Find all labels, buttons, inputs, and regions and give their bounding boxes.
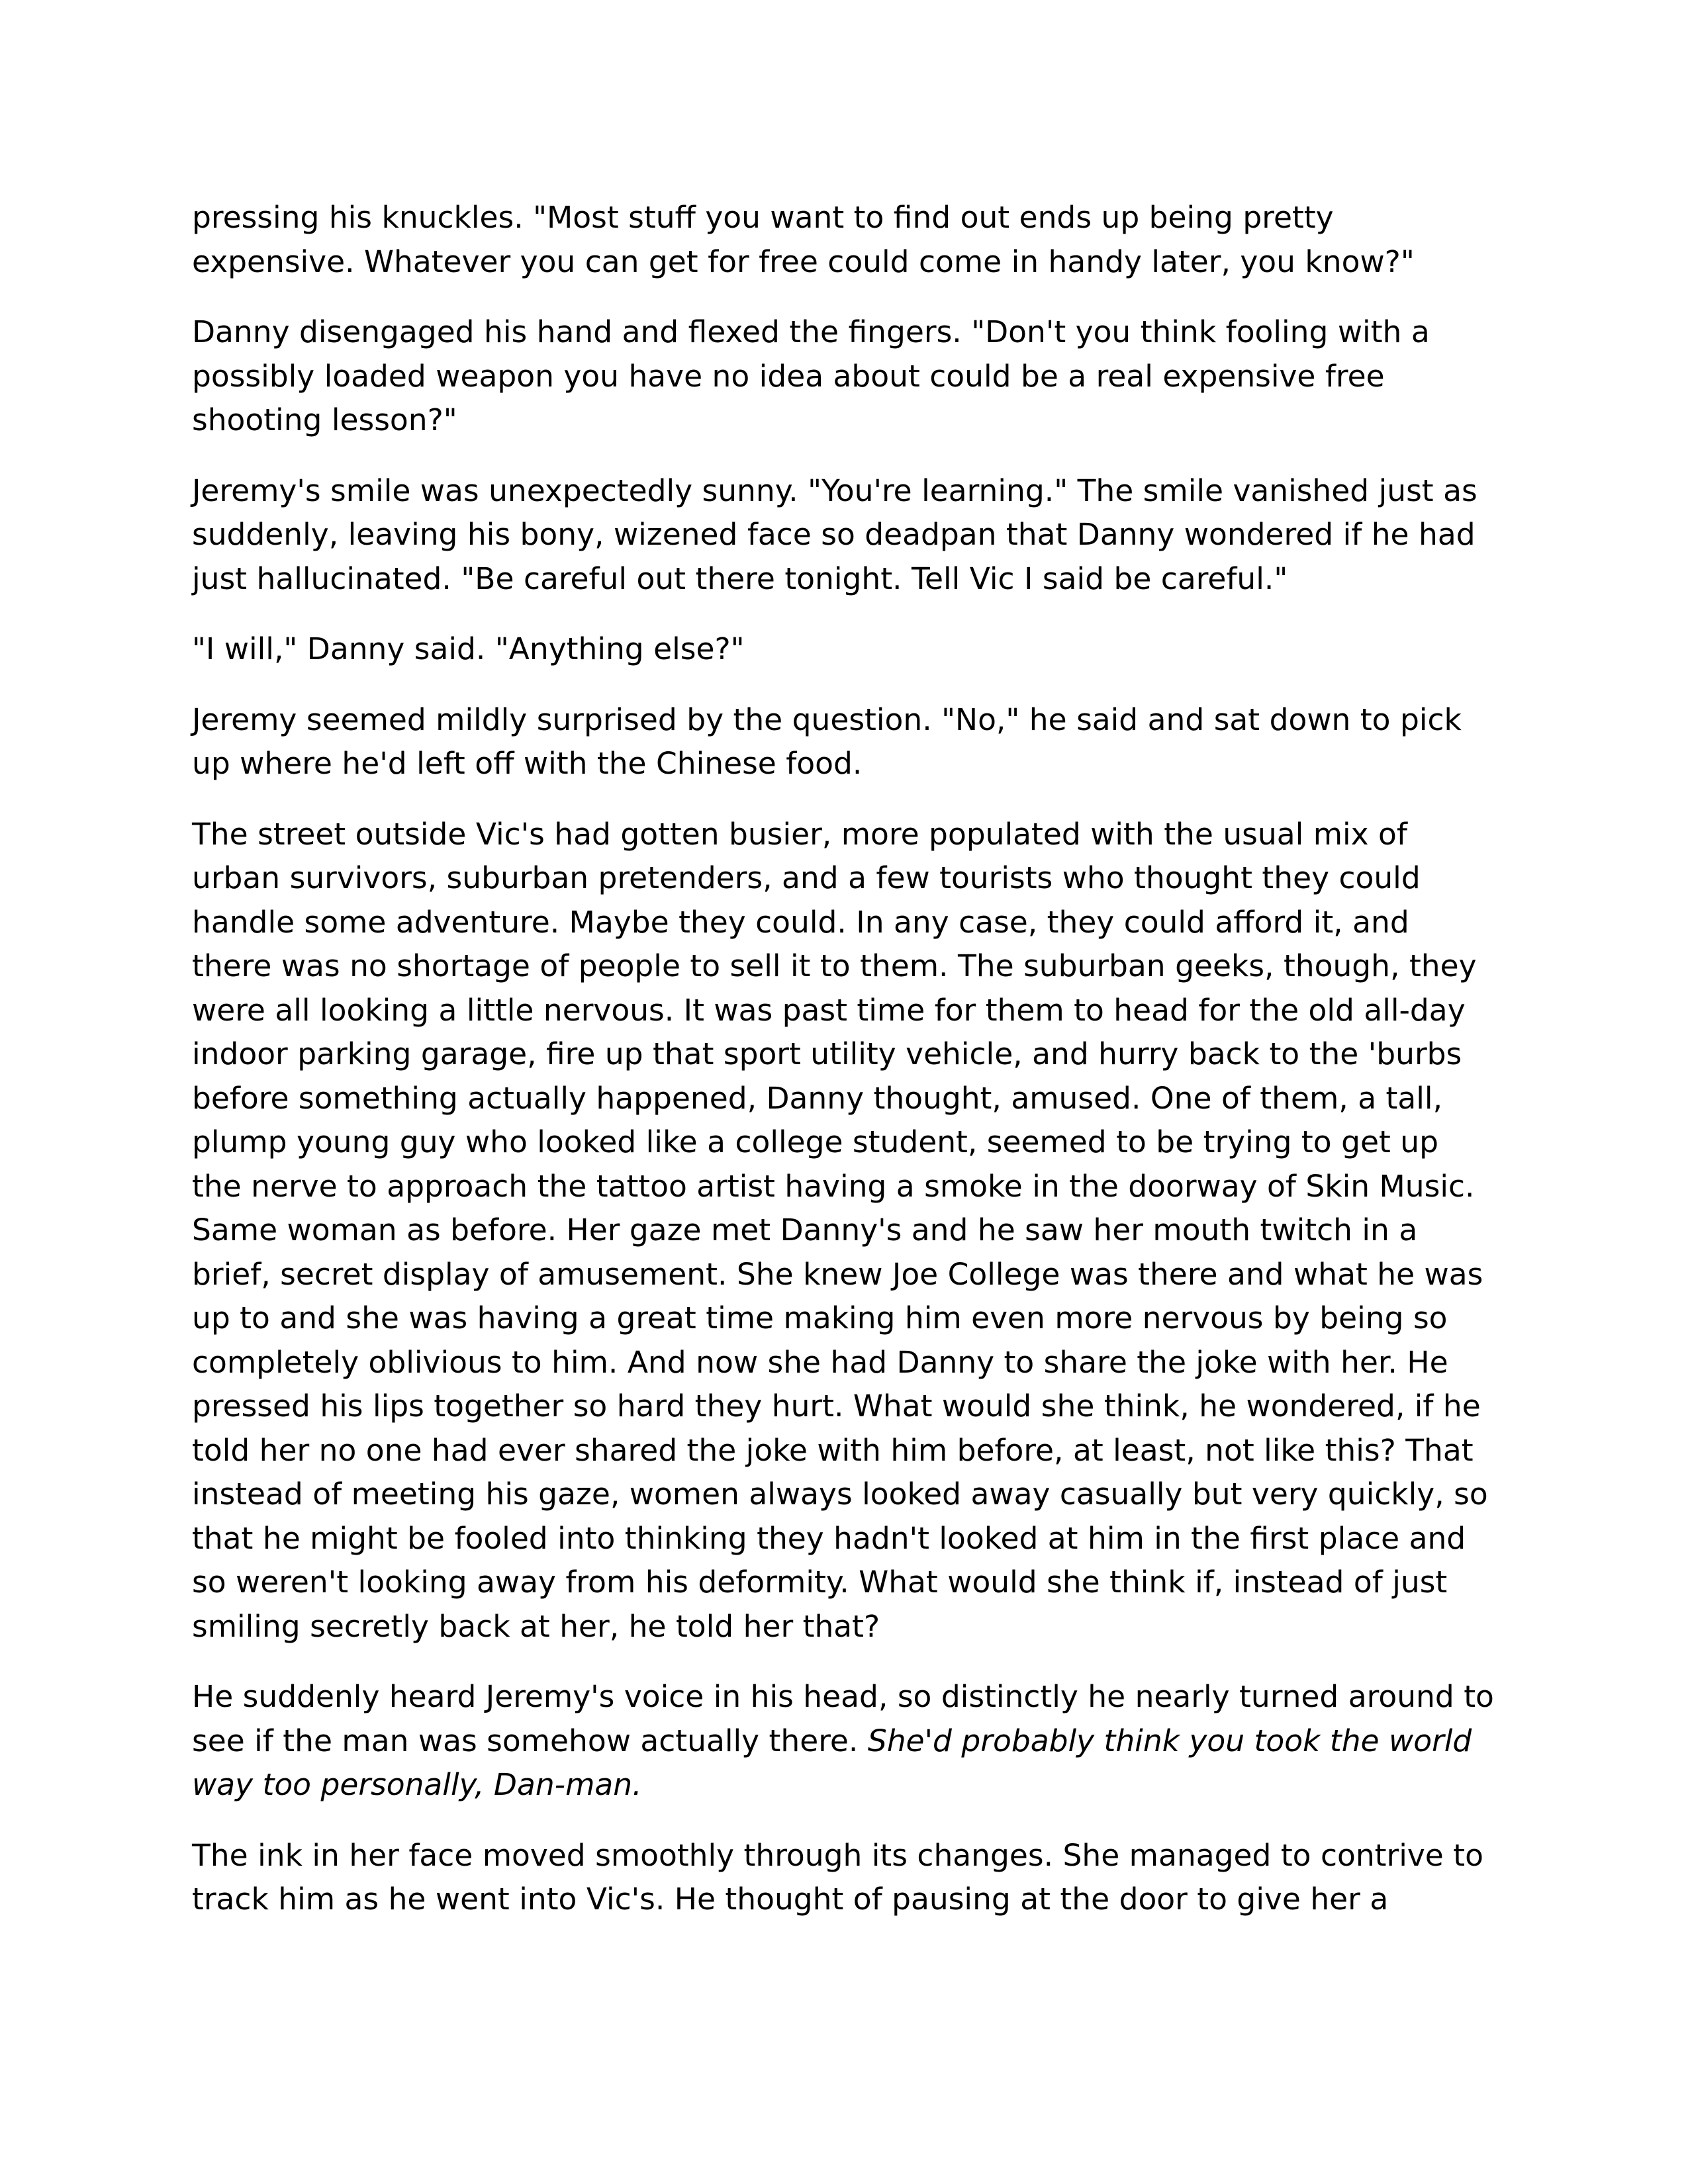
paragraph-4-text: "I will," Danny said. "Anything else?" [192,631,745,666]
paragraph-6-text: The street outside Vic's had gotten busier, more populated with the usual mix of urban survivors, suburban pretenders, and a few tourists who thought they could handle some adventure. Maybe they could. In any case, they could afford it, and there was no shortage of people to sell it to them. The suburban geeks, though, they were all looking a little nervous. It was past time for them to head for the old all-day indoor parking garage, fire up that sport utility vehicle, and hurry back to the 'burbs before something actually happened, Danny thought, amused. One of them, a tall, plump young guy who looked like a college student, seemed to be trying to get up the nerve to approach the tattoo artist having a smoke in the doorway of Skin Music. Same woman as before. Her gaze met Danny's and he saw her mouth twitch in a brief, secret display of amusement. She knew Joe College was there and what he was up to and she was having a great time making him even more nervous by being so completely oblivious to him. And now she had Danny to share the joke with her. He pressed his lips together so hard they hurt. What would she think, he wondered, if he told her no one had ever shared the joke with him before, at least, not like this? That instead of meeting his gaze, women always looked away casually but very quickly, so that he might be fooled into thinking they hadn't looked at him in the first place and so weren't looking away from his deformity. What would she think if, instead of just smiling secretly back at her, he told her that? [192,816,1488,1644]
paragraph-7-text: He suddenly heard Jeremy's voice in his head, so distinctly he nearly turned around to see if the man was somehow actually there. [192,1679,1494,1758]
paragraph-5-text: Jeremy seemed mildly surprised by the question. "No," he said and sat down to pick up where he'd left off with the Chinese food. [192,702,1462,781]
paragraph-3-text: Jeremy's smile was unexpectedly sunny. "You're learning." The smile vanished just as suddenly, leaving his bony, wizened face so deadpan that Danny wondered if he had just hallucinated. "Be careful out there tonight. Tell Vic I said be careful." [192,473,1477,596]
body-text [192,196,1496,1922]
paragraph-1 [192,196,1496,284]
paragraph-8 [192,1834,1496,1922]
paragraph-1-text: pressing his knuckles. "Most stuff you want to find out ends up being pretty expensive. Whatever you can get for free could come in handy later, you know?" [192,200,1415,279]
paragraph-7-italic-text: She'd probably think you took the world way too personally, Dan-man. [192,1723,1472,1802]
paragraph-7 [192,1675,1496,1807]
paragraph-2 [192,310,1496,443]
paragraph-4 [192,627,1496,672]
paragraph-6 [192,813,1496,1649]
paragraph-5 [192,698,1496,786]
paragraph-2-text: Danny disengaged his hand and flexed the fingers. "Don't you think fooling with a possibly loaded weapon you have no idea about could be a real expensive free shooting lesson?" [192,314,1430,437]
paragraph-8-text: The ink in her face moved smoothly through its changes. She managed to contrive to track him as he went into Vic's. He thought of pausing at the door to give her a [192,1837,1483,1917]
paragraph-3 [192,469,1496,602]
